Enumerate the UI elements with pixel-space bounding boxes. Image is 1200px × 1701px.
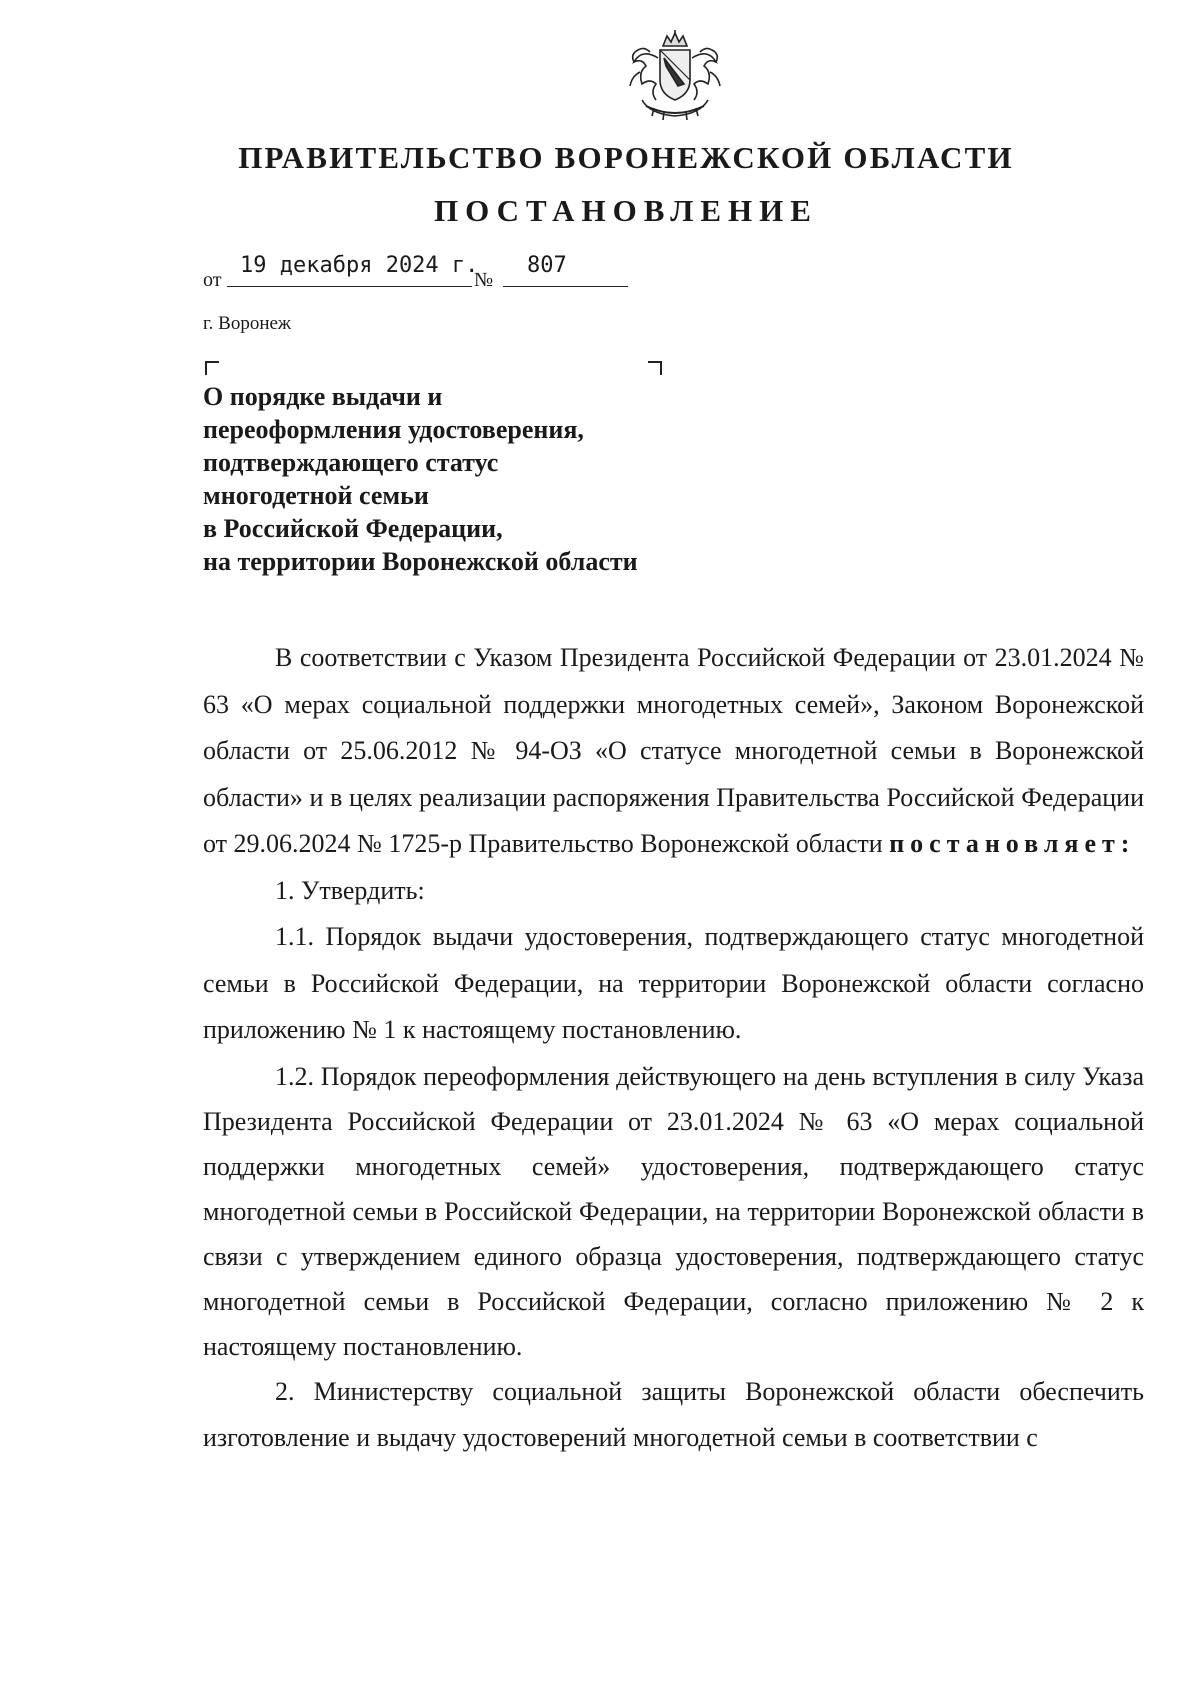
from-label: от	[203, 269, 222, 291]
organization-title: ПРАВИТЕЛЬСТВО ВОРОНЕЖСКОЙ ОБЛАСТИ	[238, 140, 1014, 175]
subject-corner-left	[205, 361, 219, 375]
subject-line: на территории Воронежской области	[203, 547, 638, 576]
subject-line: переоформления удостоверения,	[203, 415, 584, 444]
item-1-2-paragraph: 1.2. Порядок переоформления действующего на день вступления в силу Указа Президента Российской Федерации от 23.01.2024 № 63 «О мерах социальной поддержки многодетных семей» удостоверения, подтверждающего статус многодетной семьи в Российской Федерации, на территории Воронежской области в связи с утверждением единого образца удостоверения, подтверждающего статус многодетной семьи в Российской Федерации, согласно приложению № 2 к настоящему постановлению.	[203, 1061, 1144, 1361]
subject-line: многодетной семьи	[203, 481, 429, 510]
document-type-title: ПОСТАНОВЛЕНИЕ	[434, 193, 818, 228]
preamble-paragraph	[203, 635, 1144, 868]
document-subject	[203, 380, 638, 578]
item-1-1-paragraph: 1.1. Порядок выдачи удостоверения, подтверждающего статус многодетной семьи в Российской Федерации, на территории Воронежской области согласно приложению № 1 к настоящему постановлению.	[203, 922, 1144, 1044]
document-body	[203, 635, 1144, 1462]
item-2-paragraph: 2. Министерству социальной защиты Воронежской области обеспечить изготовление и выдачу удостоверений многодетной семьи в соответствии с	[203, 1376, 1144, 1452]
subject-line: подтверждающего статус	[203, 448, 499, 477]
coat-of-arms-emblem	[620, 28, 730, 128]
city-name: г. Воронеж	[203, 313, 292, 334]
item-1-paragraph: 1. Утвердить:	[275, 875, 425, 905]
subject-line: в Российской Федерации,	[203, 514, 503, 543]
number-label: №	[474, 269, 494, 291]
document-number: 807	[527, 253, 567, 278]
subject-line: О порядке выдачи и	[203, 382, 443, 411]
subject-corner-right	[648, 361, 662, 375]
number-underline	[503, 286, 628, 287]
decrees-word: постановляет:	[889, 829, 1136, 858]
date-underline	[227, 286, 472, 287]
document-date: 19 декабря 2024 г.	[240, 253, 479, 278]
preamble-text: В соответствии с Указом Президента Российской Федерации от 23.01.2024 № 63 «О мерах социальной поддержки многодетных семей», Законом Воронежской области от 25.06.2012 № 94-ОЗ «О статусе многодетной семьи в Воронежской области» и в целях реализации распоряжения Правительства Российской Федерации от 29.06.2024 № 1725-р Правительство Воронежской области	[203, 643, 1144, 858]
